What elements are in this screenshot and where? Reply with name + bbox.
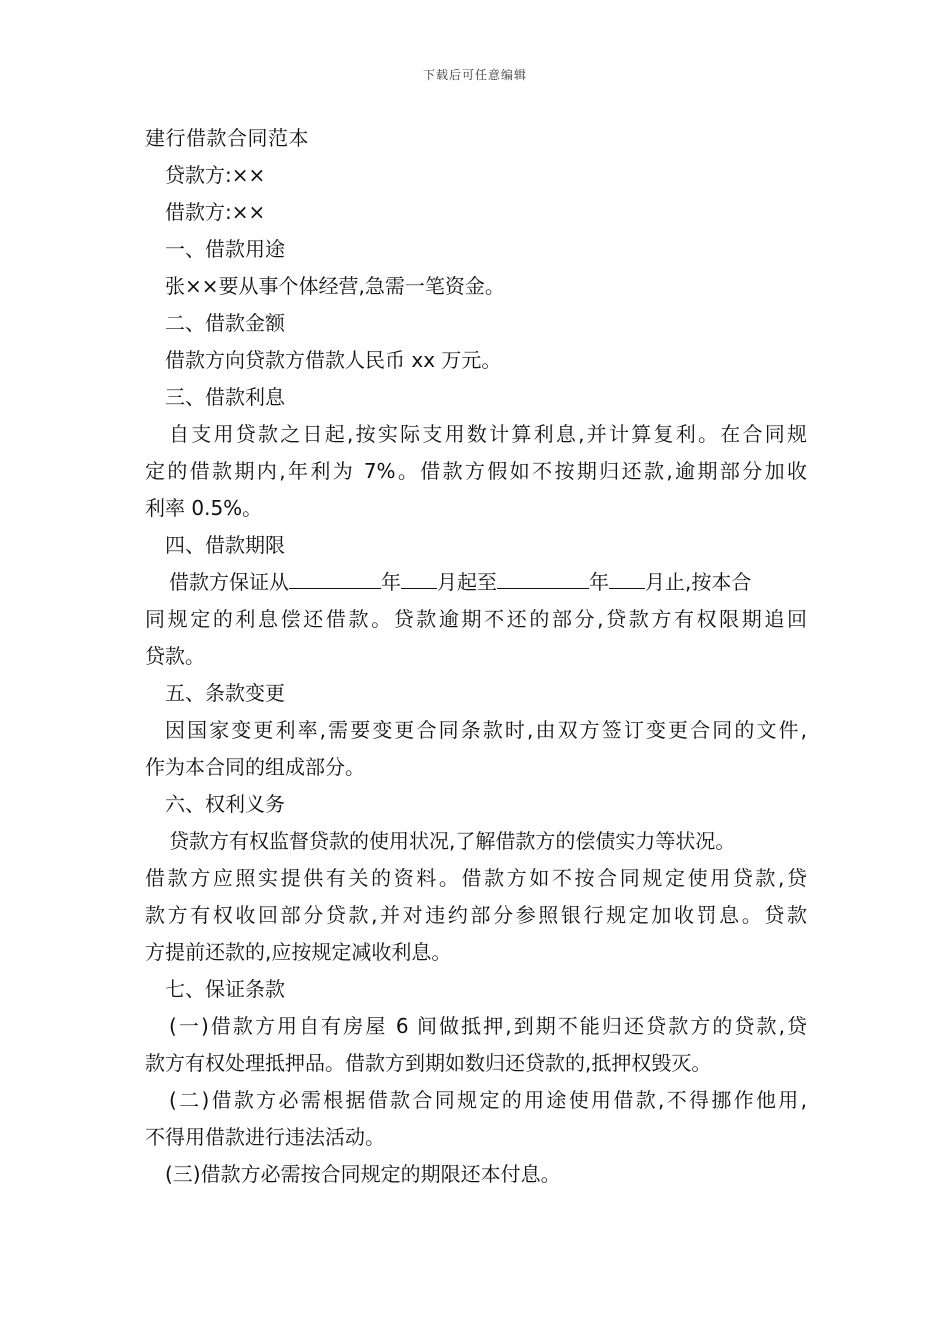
section-text-term-line-1 xyxy=(145,564,807,601)
section-text-interest-line-2: 定的借款期内,年利为 7%。借款方假如不按期归还款,逾期部分加收 xyxy=(145,459,807,483)
section-text-change-line-1: 因国家变更利率,需要变更合同条款时,由双方签订变更合同的文件, xyxy=(165,718,807,742)
document-title: 建行借款合同范本 xyxy=(145,126,309,150)
section-text-interest-line-1: 自支用贷款之日起,按实际支用数计算利息,并计算复利。在合同规 xyxy=(169,422,807,446)
lender-line: 贷款方:×× xyxy=(165,163,266,187)
end-year-blank xyxy=(497,566,589,589)
guarantee-item-2-line-1: (二)借款方必需根据借款合同规定的用途使用借款,不得挪作他用, xyxy=(169,1088,807,1112)
borrower-line: 借款方:×× xyxy=(165,200,266,224)
end-month-blank xyxy=(609,566,645,589)
start-month-blank xyxy=(401,566,437,589)
section-heading-guarantee: 七、保证条款 xyxy=(165,977,285,1001)
term-text-year-1: 年 xyxy=(381,570,401,594)
document-body xyxy=(145,120,807,1193)
term-text-year-2: 年 xyxy=(589,570,609,594)
section-text-rights-line-2: 借款方应照实提供有关的资料。借款方如不按合同规定使用贷款,贷 xyxy=(145,866,807,890)
guarantee-item-1-line-1: (一)借款方用自有房屋 6 间做抵押,到期不能归还贷款方的贷款,贷 xyxy=(169,1014,807,1038)
section-text-rights-line-1: 贷款方有权监督贷款的使用状况,了解借款方的偿债实力等状况。 xyxy=(169,829,736,853)
guarantee-item-1-line-2: 款方有权处理抵押品。借款方到期如数归还贷款的,抵押权毁灭。 xyxy=(145,1051,712,1075)
section-text-amount: 借款方向贷款方借款人民币 xx 万元。 xyxy=(165,348,502,372)
section-text-term-line-3: 贷款。 xyxy=(145,644,205,668)
section-heading-rights: 六、权利义务 xyxy=(165,792,285,816)
section-text-term-line-2: 同规定的利息偿还借款。贷款逾期不还的部分,贷款方有权限期追回 xyxy=(145,607,807,631)
page-header-note: 下载后可任意编辑 xyxy=(422,68,527,82)
section-heading-interest: 三、借款利息 xyxy=(165,385,285,409)
section-heading-term: 四、借款期限 xyxy=(165,533,285,557)
section-heading-purpose: 一、借款用途 xyxy=(165,237,285,261)
start-year-blank xyxy=(289,566,381,589)
guarantee-item-3-line-1: (三)借款方必需按合同规定的期限还本付息。 xyxy=(165,1162,561,1186)
section-heading-amount: 二、借款金额 xyxy=(165,311,285,335)
section-text-rights-line-4: 方提前还款的,应按规定减收利息。 xyxy=(145,940,452,964)
section-text-purpose: 张××要从事个体经营,急需一笔资金。 xyxy=(165,274,505,298)
term-text-to: 月起至 xyxy=(437,570,497,594)
term-text-until: 月止,按本合 xyxy=(645,570,752,594)
term-text-from: 借款方保证从 xyxy=(169,570,289,594)
section-text-rights-line-3: 款方有权收回部分贷款,并对违约部分参照银行规定加收罚息。贷款 xyxy=(145,903,807,927)
section-text-interest-line-3: 利率 0.5%。 xyxy=(145,496,263,520)
section-text-change-line-2: 作为本合同的组成部分。 xyxy=(145,755,365,779)
guarantee-item-2-line-2: 不得用借款进行违法活动。 xyxy=(145,1125,385,1149)
section-heading-change: 五、条款变更 xyxy=(165,681,285,705)
